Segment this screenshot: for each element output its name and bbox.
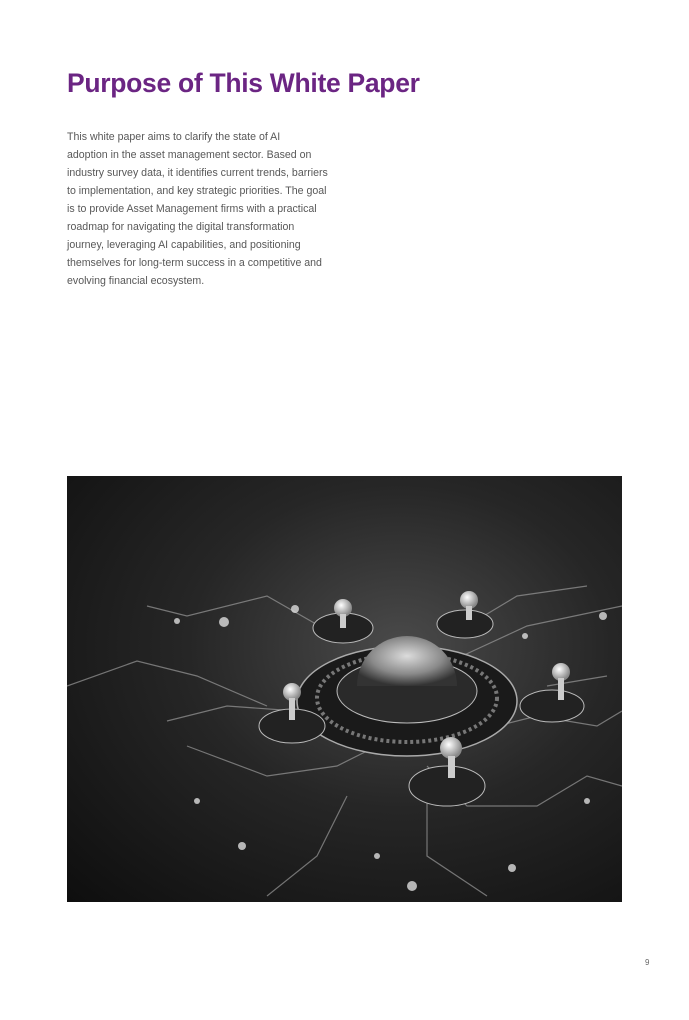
ai-network-illustration (67, 476, 622, 902)
body-line: themselves for long-term success in a competitive and (67, 257, 322, 269)
body-line: This white paper aims to clarify the state of AI (67, 131, 281, 143)
central-platform (297, 636, 517, 756)
body-line: to implementation, and key strategic priorities. The goal (67, 185, 327, 197)
body-line: adoption in the asset management sector. Based on (67, 149, 312, 161)
body-line: evolving financial ecosystem. (67, 275, 205, 287)
page-number: 9 (645, 958, 650, 967)
network-graphic (67, 476, 622, 902)
body-line: is to provide Asset Management firms with a practical (67, 203, 317, 215)
body-line: journey, leveraging AI capabilities, and positioning (67, 239, 301, 251)
body-paragraph (67, 128, 347, 290)
page-title: Purpose of This White Paper (67, 68, 420, 98)
body-line: industry survey data, it identifies current trends, barriers (67, 167, 328, 179)
body-line: roadmap for navigating the digital transformation (67, 221, 295, 233)
